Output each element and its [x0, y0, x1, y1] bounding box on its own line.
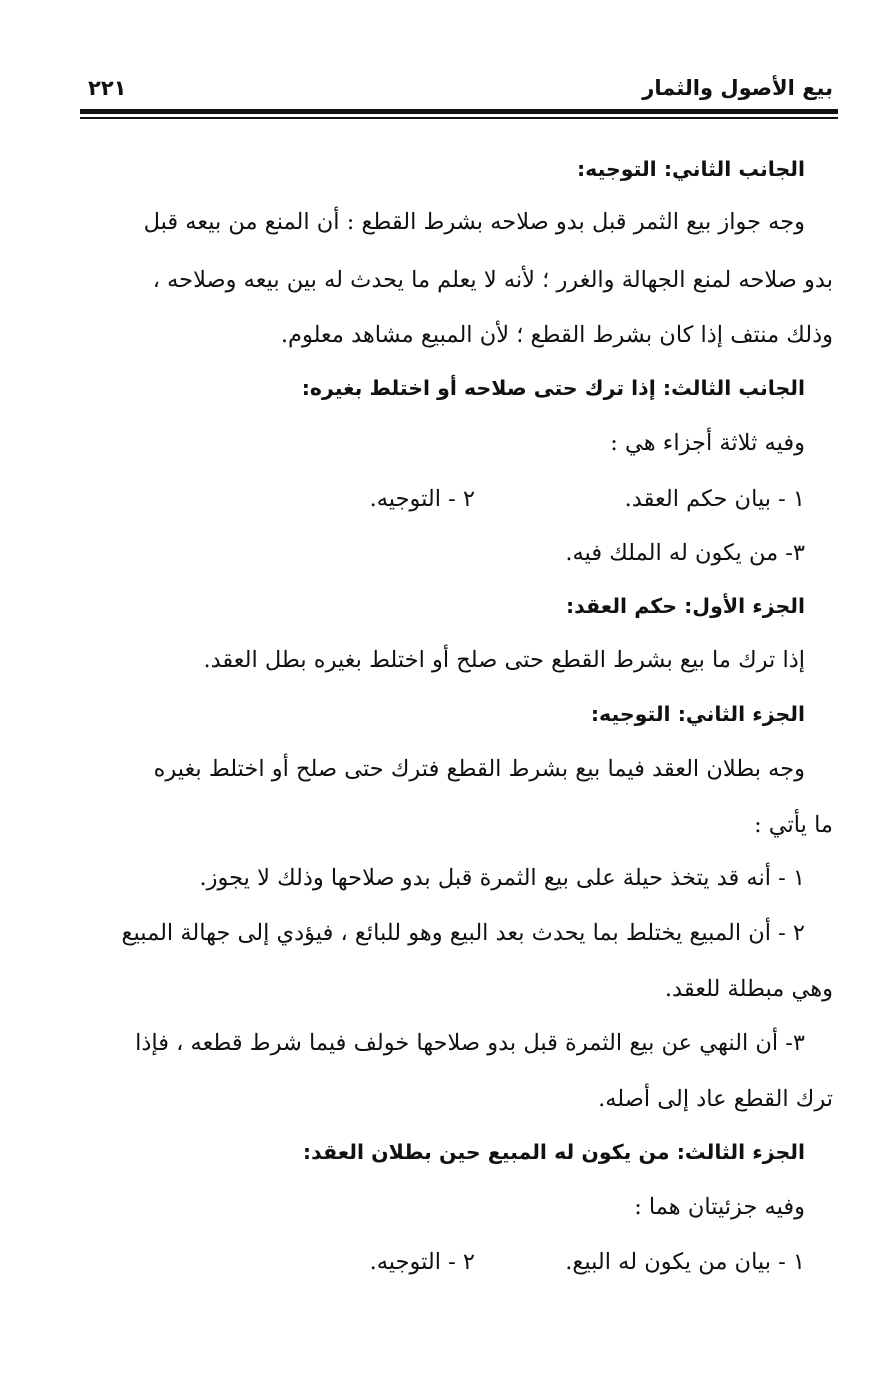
paragraph-line: وفيه جزئيتان هما : [634, 1194, 805, 1220]
paragraph-line: بدو صلاحه لمنع الجهالة والغرر ؛ لأنه لا يعلم ما يحدث له بين بيعه وصلاحه ، [152, 267, 833, 293]
numbered-point: ٣- أن النهي عن بيع الثمرة قبل بدو صلاحها خولف فيما شرط قطعه ، فإذا [135, 1030, 805, 1056]
enumeration-row [73, 476, 805, 522]
running-title: بيع الأصول والثمار [642, 76, 833, 100]
subsection-heading-part-one: الجزء الأول: حكم العقد: [565, 594, 805, 618]
numbered-point: ٢ - أن المبيع يختلط بما يحدث بعد البيع وهو للبائع ، فيؤدي إلى جهالة المبيع [121, 920, 805, 946]
section-heading-second-aspect: الجانب الثاني: التوجيه: [576, 157, 805, 181]
header-rule-thin [80, 117, 838, 119]
enumeration-item: ٢ - التوجيه. [369, 1249, 475, 1275]
paragraph-line: وجه جواز بيع الثمر قبل بدو صلاحه بشرط القطع : أن المنع من بيعه قبل [143, 209, 805, 235]
paragraph-line: وجه بطلان العقد فيما بيع بشرط القطع فترك حتى صلح أو اختلط بغيره [153, 756, 805, 782]
paragraph-line: إذا ترك ما بيع بشرط القطع حتى صلح أو اختلط بغيره بطل العقد. [203, 647, 805, 673]
enumeration-item: ٣- من يكون له الملك فيه. [565, 540, 805, 566]
enumeration-item: ١ - بيان حكم العقد. [624, 486, 805, 512]
section-heading-third-aspect: الجانب الثالث: إذا ترك حتى صلاحه أو اختلط بغيره: [301, 376, 805, 400]
paragraph-line: ما يأتي : [754, 812, 833, 838]
subsection-heading-part-two: الجزء الثاني: التوجيه: [590, 702, 805, 726]
enumeration-item: ٢ - التوجيه. [369, 486, 475, 512]
enumeration-row [73, 1239, 805, 1285]
paragraph-line: وهي مبطلة للعقد. [664, 976, 833, 1002]
paragraph-line: وذلك منتف إذا كان بشرط القطع ؛ لأن المبيع مشاهد معلوم. [280, 322, 833, 348]
enumeration-item: ١ - بيان من يكون له البيع. [565, 1249, 805, 1275]
header-rule-thick [80, 109, 838, 114]
subsection-heading-part-three: الجزء الثالث: من يكون له المبيع حين بطلان العقد: [302, 1140, 805, 1164]
paragraph-line: وفيه ثلاثة أجزاء هي : [610, 430, 805, 456]
numbered-point: ١ - أنه قد يتخذ حيلة على بيع الثمرة قبل بدو صلاحها وذلك لا يجوز. [199, 865, 805, 891]
paragraph-line: ترك القطع عاد إلى أصله. [598, 1086, 833, 1112]
page-number: ٢٢١ [88, 76, 127, 100]
